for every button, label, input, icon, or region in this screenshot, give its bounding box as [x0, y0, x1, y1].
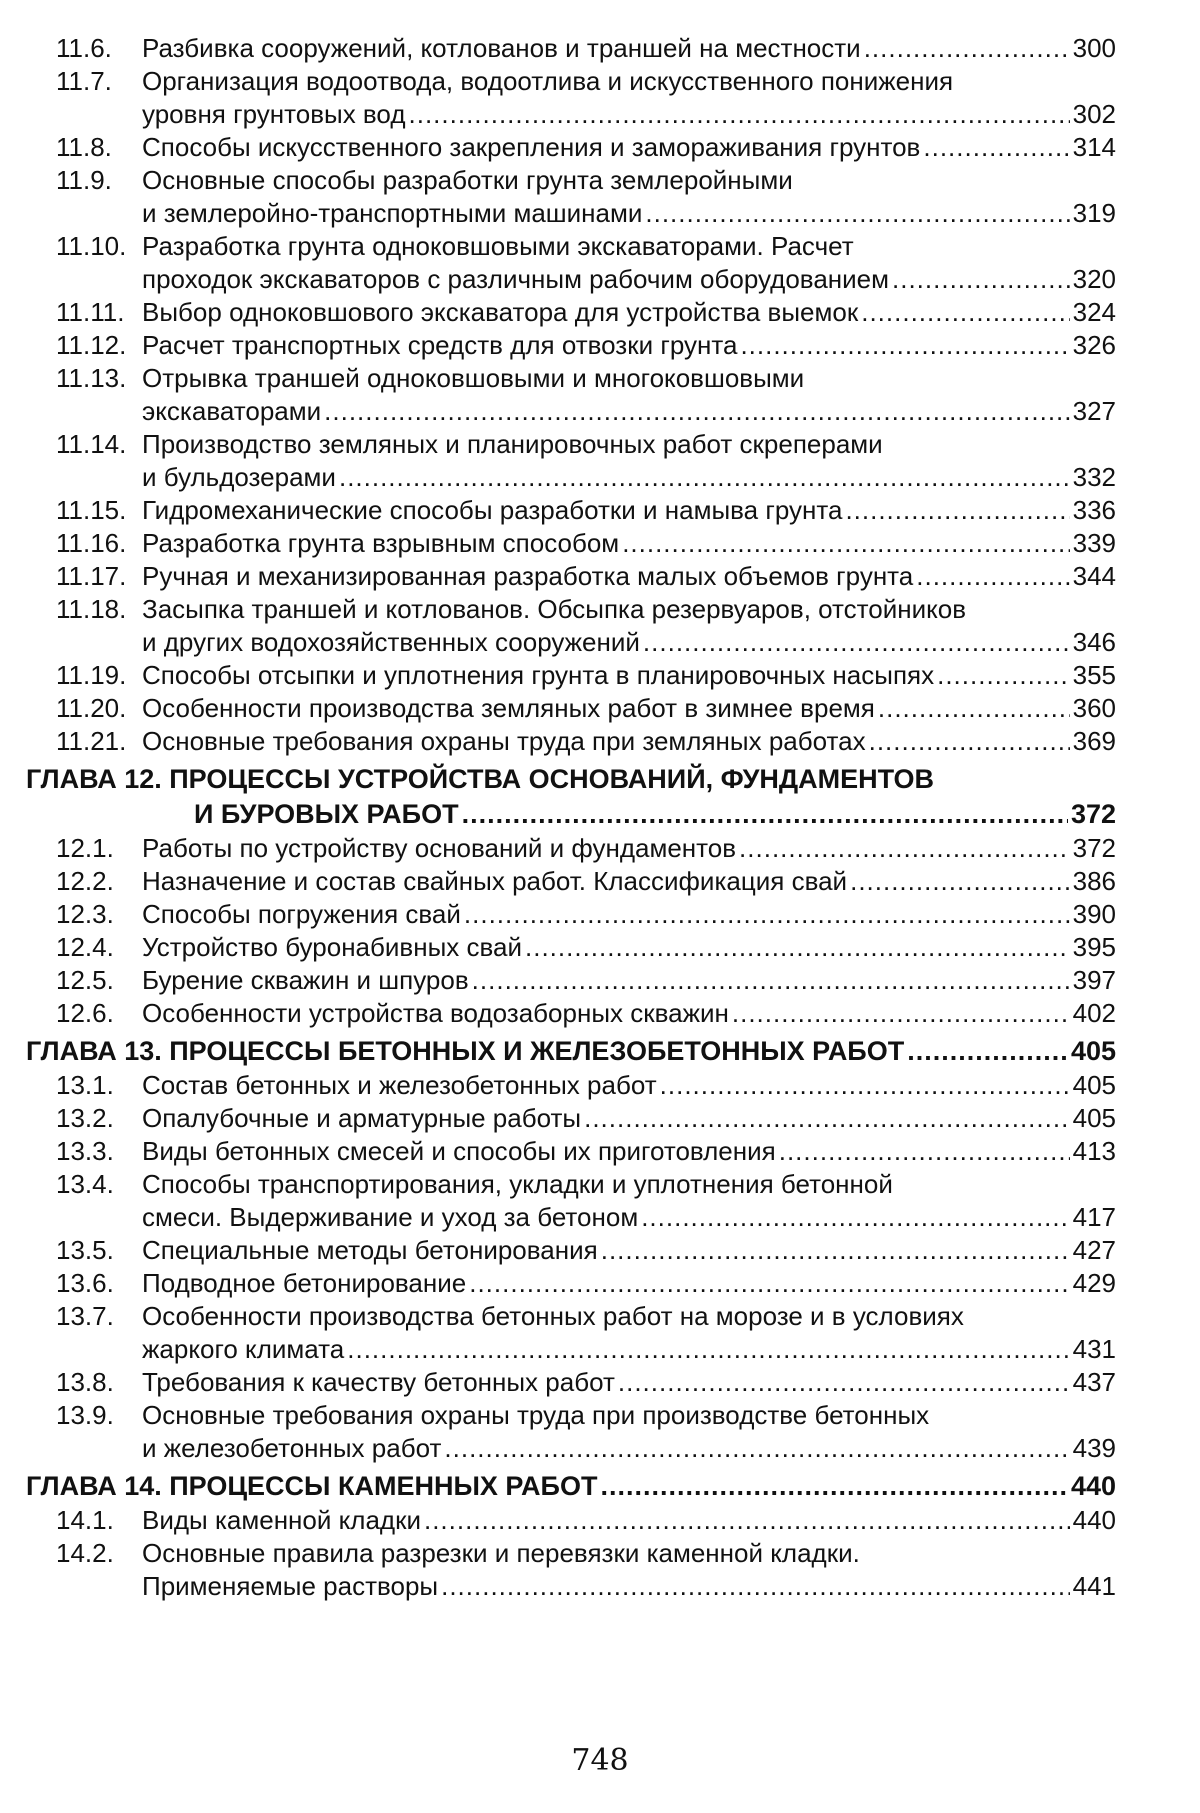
entry-line	[142, 1135, 1116, 1168]
entry-line	[142, 832, 1116, 865]
section-title: Виды бетонных смесей и способы их приготовления	[142, 1136, 776, 1166]
section-title: Способы транспортирования, укладки и уплотнения бетонной	[142, 1169, 893, 1199]
entry-line	[142, 964, 1116, 997]
section-number: 12.1.	[56, 833, 114, 863]
dot-leader	[472, 964, 1070, 997]
entry-line	[142, 997, 1116, 1030]
section-title: Организация водоотвода, водоотлива и искусственного понижения	[142, 66, 954, 96]
page-ref: 417	[1072, 1202, 1116, 1232]
page-ref: 440	[1072, 1505, 1116, 1535]
entry-line	[142, 1267, 1116, 1300]
toc-entry	[26, 1168, 1116, 1234]
toc-entry	[26, 1366, 1116, 1399]
entry-line	[142, 659, 1116, 692]
page-ref: 319	[1072, 198, 1116, 228]
section-title: и железобетонных работ	[142, 1433, 442, 1463]
entry-line	[142, 65, 1116, 98]
page-ref: 386	[1072, 866, 1116, 896]
entry-line	[142, 1504, 1116, 1537]
section-title: Разбивка сооружений, котлованов и траншей на местности	[142, 33, 861, 63]
dot-leader	[732, 997, 1070, 1030]
entry-line	[142, 362, 1116, 395]
section-title: Применяемые растворы	[142, 1571, 439, 1601]
section-number: 13.1.	[56, 1070, 114, 1100]
section-title: Засыпка траншей и котлованов. Обсыпка резервуаров, отстойников	[142, 594, 967, 624]
page-ref: 360	[1072, 693, 1116, 723]
section-title: Способы искусственного закрепления и замораживания грунтов	[142, 132, 921, 162]
dot-leader	[600, 1469, 1067, 1504]
toc-entry	[26, 560, 1116, 593]
entry-line	[142, 1570, 1116, 1603]
entry-line	[142, 1537, 1116, 1570]
toc-entry	[26, 1267, 1116, 1300]
section-title: Бурение скважин и шпуров	[142, 965, 469, 995]
entry-line	[142, 329, 1116, 362]
dot-leader	[850, 865, 1070, 898]
dot-leader	[923, 131, 1069, 164]
page-ref: 320	[1072, 264, 1116, 294]
section-number: 11.6.	[56, 33, 112, 63]
section-title: Основные требования охраны труда при производстве бетонных	[142, 1400, 930, 1430]
dot-leader	[464, 898, 1070, 931]
chapter-title: ГЛАВА 14. ПРОЦЕССЫ КАМЕННЫХ РАБОТ	[26, 1471, 598, 1501]
toc-entry	[26, 1504, 1116, 1537]
dot-leader	[916, 560, 1069, 593]
section-title: Способы погружения свай	[142, 899, 461, 929]
section-number: 13.8.	[56, 1367, 114, 1397]
entry-line	[142, 1201, 1116, 1234]
section-title: жаркого климата	[142, 1334, 345, 1364]
page-ref: 441	[1072, 1571, 1116, 1601]
dot-leader	[641, 1201, 1069, 1234]
section-title: Разработка грунта взрывным способом	[142, 528, 620, 558]
entry-line	[142, 725, 1116, 758]
section-number: 13.2.	[56, 1103, 114, 1133]
entry-line	[142, 164, 1116, 197]
section-title: Особенности производства земляных работ в зимнее время	[142, 693, 875, 723]
entry-line	[142, 1102, 1116, 1135]
entry-line	[142, 428, 1116, 461]
toc-entry	[26, 32, 1116, 65]
section-title: Разработка грунта одноковшовыми экскаваторами. Расчет	[142, 231, 854, 261]
entry-line	[142, 1432, 1116, 1465]
entry-line	[142, 593, 1116, 626]
page-ref: 427	[1072, 1235, 1116, 1265]
section-title: и бульдозерами	[142, 462, 336, 492]
dot-leader	[339, 461, 1070, 494]
page-ref: 302	[1072, 99, 1116, 129]
dot-leader	[424, 1504, 1070, 1537]
entry-line	[142, 1366, 1116, 1399]
dot-leader	[469, 1267, 1069, 1300]
toc-entry	[26, 593, 1116, 659]
entry-line	[142, 1168, 1116, 1201]
page-ref: 437	[1072, 1367, 1116, 1397]
section-number: 11.20.	[56, 693, 127, 723]
section-number: 11.18.	[56, 594, 127, 624]
entry-line	[142, 461, 1116, 494]
dot-leader	[444, 1432, 1069, 1465]
page-ref: 326	[1072, 330, 1116, 360]
page-ref: 332	[1072, 462, 1116, 492]
toc-entry	[26, 65, 1116, 131]
entry-line	[142, 1234, 1116, 1267]
page-ref: 324	[1072, 297, 1116, 327]
dot-leader	[861, 296, 1069, 329]
section-title: Производство земляных и планировочных работ скреперами	[142, 429, 883, 459]
entry-line	[142, 230, 1116, 263]
toc-entry	[26, 659, 1116, 692]
toc-entry	[26, 1234, 1116, 1267]
dot-leader	[845, 494, 1069, 527]
page-ref: 402	[1072, 998, 1116, 1028]
section-title: Назначение и состав свайных работ. Классификация свай	[142, 866, 848, 896]
section-title: экскаваторами	[142, 396, 322, 426]
page-ref: 431	[1072, 1334, 1116, 1364]
dot-leader	[324, 395, 1069, 428]
toc-entry	[26, 1300, 1116, 1366]
dot-leader	[645, 197, 1069, 230]
section-number: 13.4.	[56, 1169, 114, 1199]
entry-line	[26, 1469, 1116, 1504]
entry-line	[142, 296, 1116, 329]
section-number: 12.5.	[56, 965, 114, 995]
entry-line	[142, 931, 1116, 964]
section-number: 11.10.	[56, 231, 127, 261]
section-title: Отрывка траншей одноковшовыми и многоковшовыми	[142, 363, 805, 393]
section-number: 12.6.	[56, 998, 114, 1028]
page-ref: 405	[1072, 1103, 1116, 1133]
entry-line	[142, 1069, 1116, 1102]
section-number: 14.2.	[56, 1538, 114, 1568]
section-title: Гидромеханические способы разработки и намыва грунта	[142, 495, 843, 525]
section-title: Виды каменной кладки	[142, 1505, 421, 1535]
dot-leader	[907, 1034, 1068, 1069]
section-number: 11.14.	[56, 429, 127, 459]
toc-entry	[26, 725, 1116, 758]
page-ref: 413	[1072, 1136, 1116, 1166]
entry-line	[142, 1333, 1116, 1366]
entry-line	[142, 865, 1116, 898]
section-title: смеси. Выдерживание и уход за бетоном	[142, 1202, 639, 1232]
toc-chapter	[26, 1469, 1116, 1504]
toc-entry	[26, 1399, 1116, 1465]
entry-line	[142, 527, 1116, 560]
page-ref: 344	[1072, 561, 1116, 591]
page-ref: 429	[1072, 1268, 1116, 1298]
entry-line	[142, 692, 1116, 725]
section-title: Специальные методы бетонирования	[142, 1235, 598, 1265]
dot-leader	[409, 98, 1070, 131]
section-title: проходок экскаваторов с различным рабочим оборудованием	[142, 264, 889, 294]
table-of-contents	[26, 32, 1116, 1603]
toc-entry	[26, 329, 1116, 362]
dot-leader	[739, 832, 1070, 865]
section-number: 13.5.	[56, 1235, 114, 1265]
section-title: Устройство буронабивных свай	[142, 932, 523, 962]
dot-leader	[869, 725, 1070, 758]
section-title: Опалубочные и арматурные работы	[142, 1103, 582, 1133]
section-number: 11.21.	[56, 726, 127, 756]
toc-entry	[26, 1537, 1116, 1603]
page-ref: 372	[1070, 799, 1116, 829]
chapter-title: И БУРОВЫХ РАБОТ	[194, 799, 459, 829]
page-ref: 397	[1072, 965, 1116, 995]
page-ref: 355	[1072, 660, 1116, 690]
toc-entry	[26, 1069, 1116, 1102]
page-ref: 390	[1072, 899, 1116, 929]
section-number: 13.3.	[56, 1136, 114, 1166]
dot-leader	[937, 659, 1070, 692]
section-number: 11.13.	[56, 363, 127, 393]
toc-entry	[26, 898, 1116, 931]
toc-entry	[26, 692, 1116, 725]
entry-line	[142, 32, 1116, 65]
dot-leader	[618, 1366, 1070, 1399]
chapter-title: ГЛАВА 12. ПРОЦЕССЫ УСТРОЙСТВА ОСНОВАНИЙ, ФУНДАМЕНТОВ	[26, 764, 934, 794]
section-title: Выбор одноковшового экскаватора для устройства выемок	[142, 297, 859, 327]
section-number: 12.2.	[56, 866, 114, 896]
toc-entry	[26, 230, 1116, 296]
section-number: 12.4.	[56, 932, 114, 962]
section-number: 12.3.	[56, 899, 114, 929]
dot-leader	[601, 1234, 1070, 1267]
chapter-title: ГЛАВА 13. ПРОЦЕССЫ БЕТОННЫХ И ЖЕЛЕЗОБЕТОННЫХ РАБОТ	[26, 1036, 905, 1066]
entry-line	[26, 1034, 1116, 1069]
section-title: Способы отсыпки и уплотнения грунта в планировочных насыпях	[142, 660, 935, 690]
page-ref: 339	[1072, 528, 1116, 558]
section-number: 11.16.	[56, 528, 127, 558]
section-title: Работы по устройству оснований и фундаментов	[142, 833, 737, 863]
dot-leader	[779, 1135, 1070, 1168]
section-title: Подводное бетонирование	[142, 1268, 467, 1298]
section-number: 11.7.	[56, 66, 112, 96]
toc-chapter	[26, 762, 1116, 832]
section-number: 11.12.	[56, 330, 127, 360]
toc-entry	[26, 131, 1116, 164]
section-title: Состав бетонных и железобетонных работ	[142, 1070, 657, 1100]
page-ref: 314	[1072, 132, 1116, 162]
section-title: Ручная и механизированная разработка малых объемов грунта	[142, 561, 914, 591]
dot-leader	[740, 329, 1069, 362]
section-number: 11.17.	[56, 561, 127, 591]
section-title: уровня грунтовых вод	[142, 99, 406, 129]
page-ref: 440	[1070, 1471, 1116, 1501]
section-title: и других водохозяйственных сооружений	[142, 627, 640, 657]
dot-leader	[643, 626, 1070, 659]
toc-entry	[26, 296, 1116, 329]
section-number: 13.6.	[56, 1268, 114, 1298]
section-title: Особенности устройства водозаборных скважин	[142, 998, 729, 1028]
toc-entry	[26, 997, 1116, 1030]
toc-entry	[26, 362, 1116, 428]
section-number: 14.1.	[56, 1505, 114, 1535]
toc-entry	[26, 527, 1116, 560]
section-title: Основные требования охраны труда при земляных работах	[142, 726, 866, 756]
toc-entry	[26, 964, 1116, 997]
section-title: Основные способы разработки грунта землеройными	[142, 165, 793, 195]
section-title: Требования к качеству бетонных работ	[142, 1367, 615, 1397]
entry-line	[142, 898, 1116, 931]
dot-leader	[462, 797, 1068, 832]
entry-line	[142, 98, 1116, 131]
dot-leader	[584, 1102, 1070, 1135]
entry-line	[142, 560, 1116, 593]
page-ref: 300	[1072, 33, 1116, 63]
entry-line	[142, 1300, 1116, 1333]
entry-line	[142, 1399, 1116, 1432]
entry-line	[142, 263, 1116, 296]
page-ref: 346	[1072, 627, 1116, 657]
section-number: 11.8.	[56, 132, 112, 162]
dot-leader	[660, 1069, 1070, 1102]
section-number: 13.7.	[56, 1301, 114, 1331]
dot-leader	[622, 527, 1069, 560]
page-ref: 369	[1072, 726, 1116, 756]
section-title: Расчет транспортных средств для отвозки грунта	[142, 330, 738, 360]
dot-leader	[347, 1333, 1069, 1366]
section-title: Основные правила разрезки и перевязки каменной кладки.	[142, 1538, 860, 1568]
dot-leader	[892, 263, 1070, 296]
dot-leader	[441, 1570, 1070, 1603]
page-ref: 372	[1072, 833, 1116, 863]
dot-leader	[525, 931, 1070, 964]
page-ref: 327	[1072, 396, 1116, 426]
section-number: 11.15.	[56, 495, 127, 525]
section-number: 13.9.	[56, 1400, 114, 1430]
page-ref: 439	[1072, 1433, 1116, 1463]
entry-line	[26, 797, 1116, 832]
entry-line	[26, 762, 1116, 797]
section-title: Особенности производства бетонных работ на морозе и в условиях	[142, 1301, 964, 1331]
toc-entry	[26, 494, 1116, 527]
entry-line	[142, 395, 1116, 428]
page-ref: 405	[1070, 1036, 1116, 1066]
toc-entry	[26, 428, 1116, 494]
page-ref: 336	[1072, 495, 1116, 525]
page-ref: 395	[1072, 932, 1116, 962]
page-number: 748	[571, 1743, 629, 1778]
toc-entry	[26, 1102, 1116, 1135]
section-number: 11.9.	[56, 165, 112, 195]
entry-line	[142, 197, 1116, 230]
toc-entry	[26, 865, 1116, 898]
dot-leader	[878, 692, 1070, 725]
dot-leader	[864, 32, 1070, 65]
toc-entry	[26, 931, 1116, 964]
toc-entry	[26, 1135, 1116, 1168]
entry-line	[142, 494, 1116, 527]
section-number: 11.11.	[56, 297, 125, 327]
toc-entry	[26, 164, 1116, 230]
entry-line	[142, 626, 1116, 659]
entry-line	[142, 131, 1116, 164]
toc-entry	[26, 832, 1116, 865]
page-ref: 405	[1072, 1070, 1116, 1100]
section-title: и землеройно-транспортными машинами	[142, 198, 643, 228]
section-number: 11.19.	[56, 660, 127, 690]
toc-chapter	[26, 1034, 1116, 1069]
